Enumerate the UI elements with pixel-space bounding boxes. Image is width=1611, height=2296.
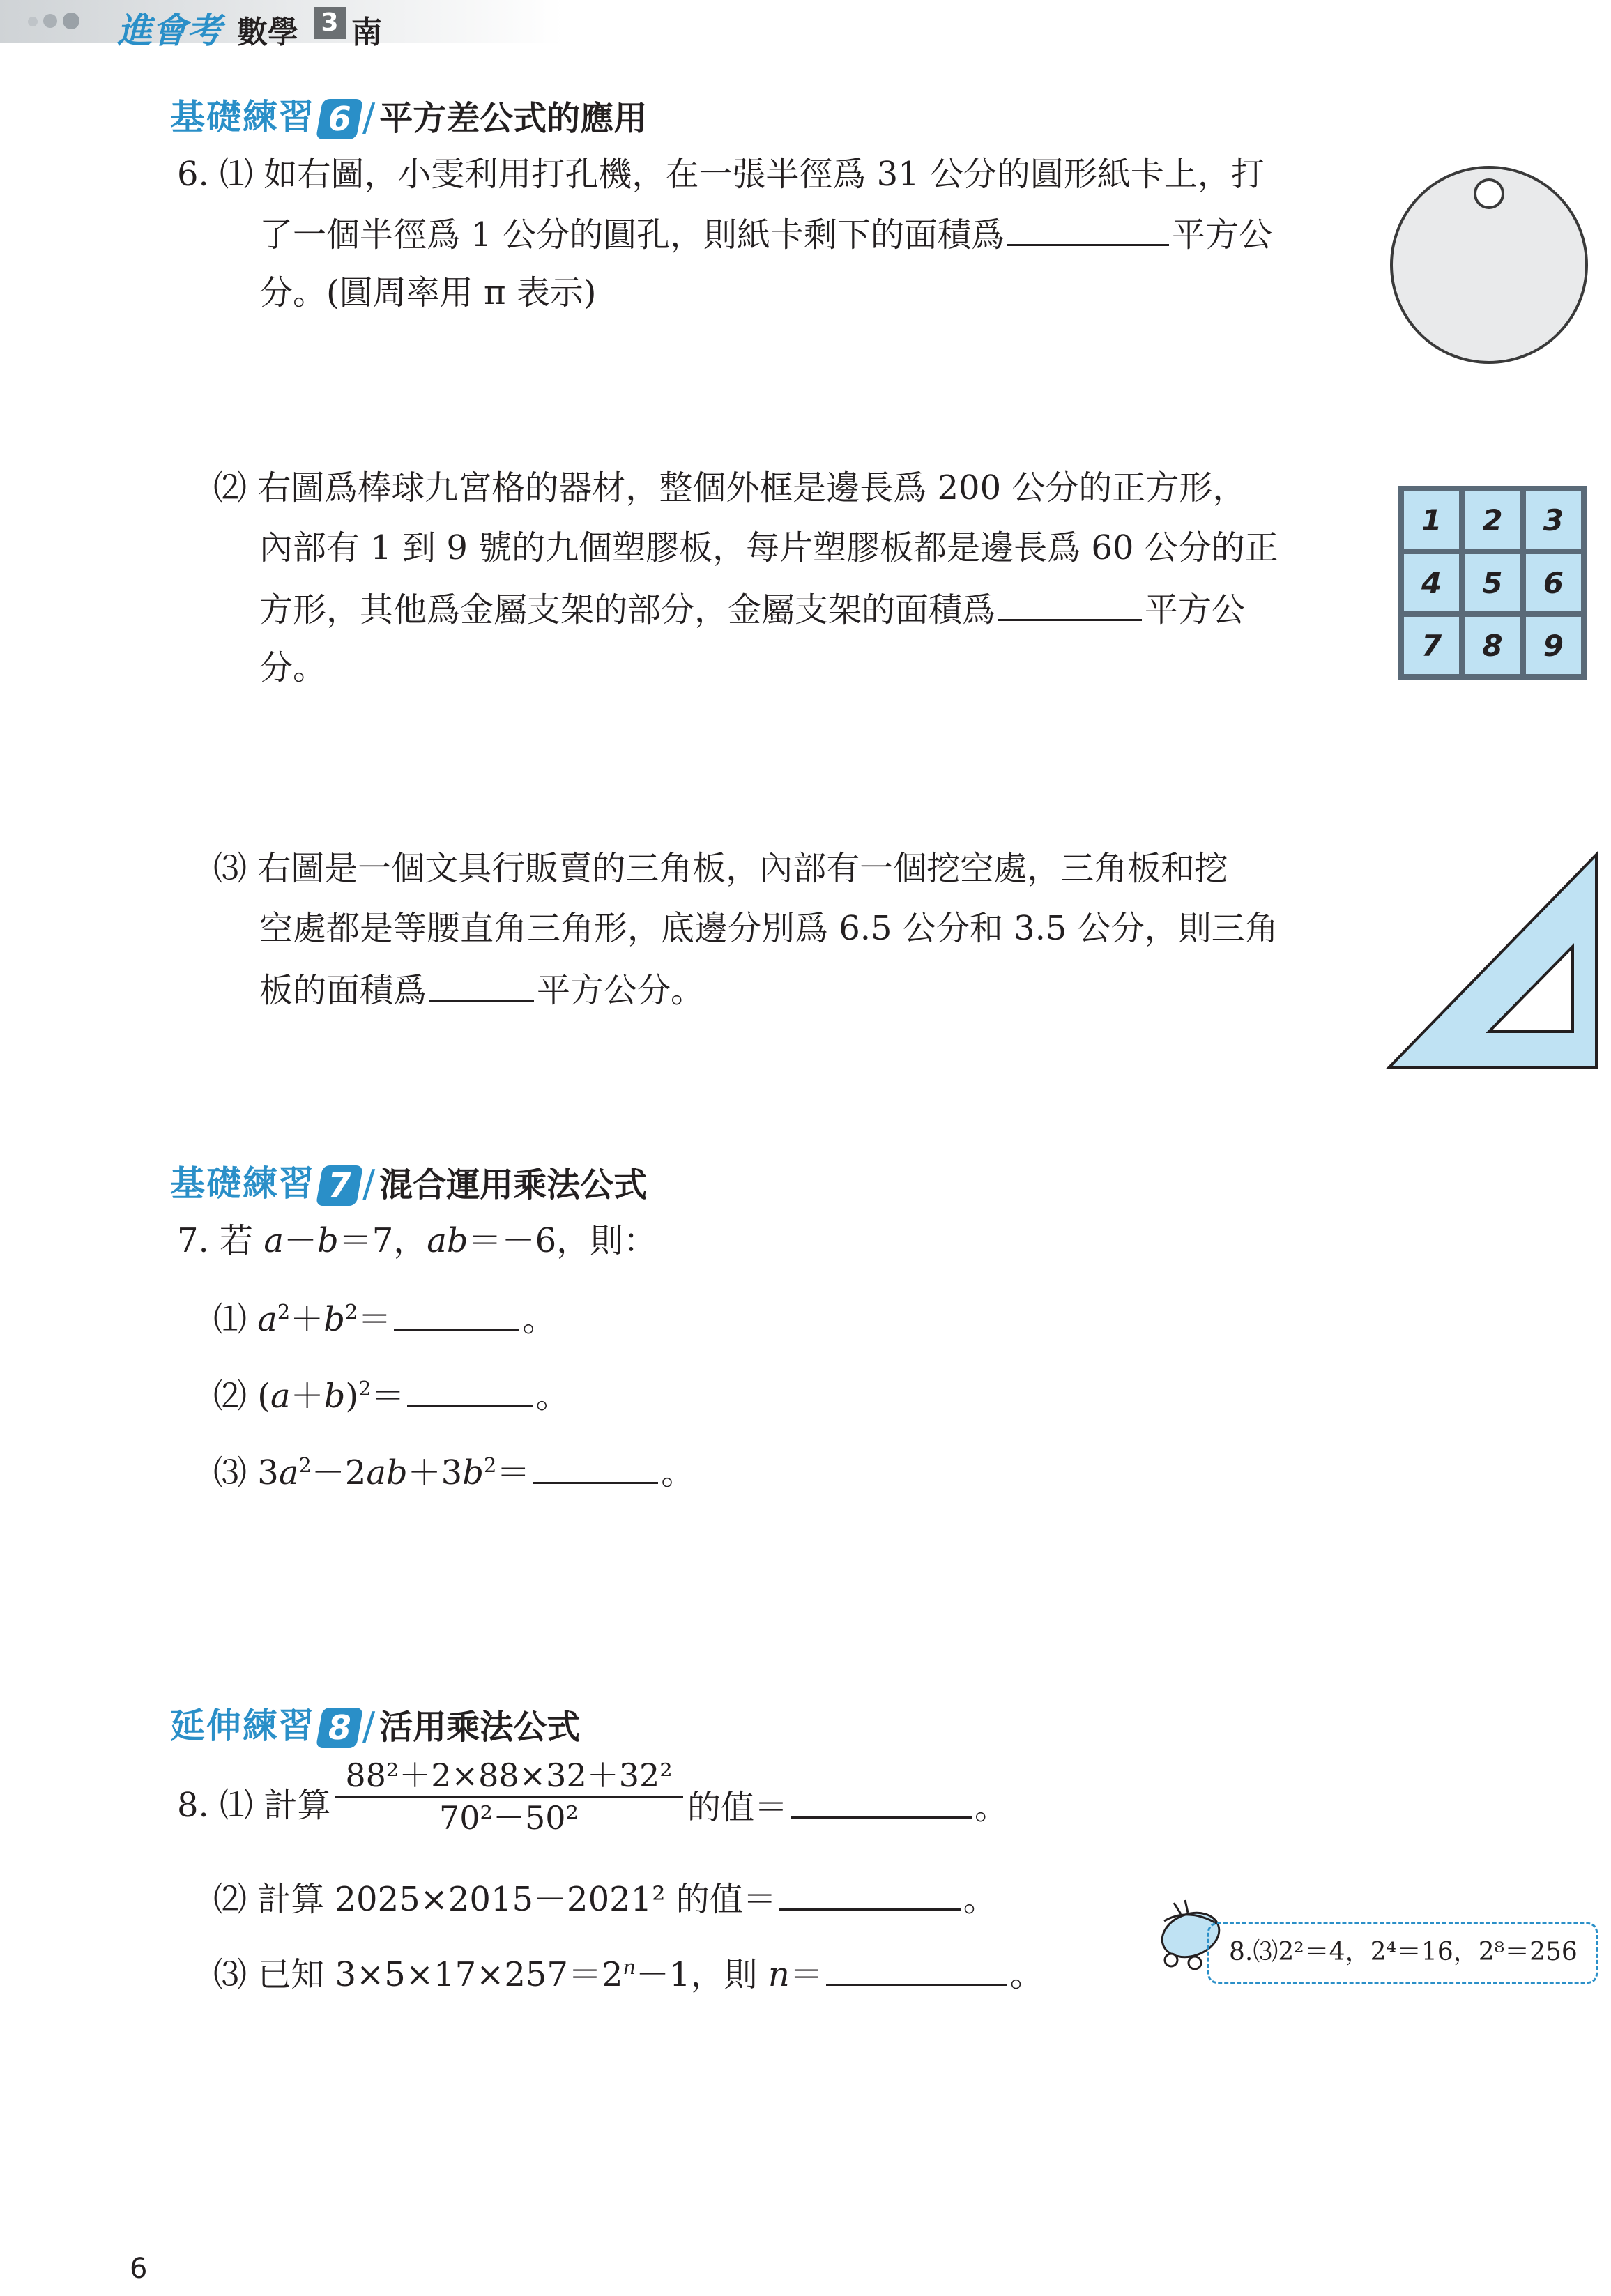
section-slash: / [362, 95, 376, 139]
hint-text: 8.⑶2²＝4，2⁴＝16，2⁸＝256 [1229, 1938, 1578, 1966]
grid-cell: 3 [1526, 491, 1581, 549]
q6-part2-line3-unit: 平方公 [1145, 590, 1246, 629]
section-number: 7 [316, 1165, 363, 1206]
q7-stem [177, 1221, 657, 1260]
equals-seven: ＝7， [338, 1221, 427, 1260]
q6-part1-line2-text: 了一個半徑爲 1 公分的圓孔，則紙卡剩下的面積爲 [259, 215, 1005, 254]
var-ab: ab [427, 1221, 468, 1260]
answer-blank[interactable] [429, 972, 534, 1002]
fraction-numerator: 88²＋2×88×32＋32² [345, 1757, 673, 1794]
section-title: 平方差公式的應用 [379, 99, 648, 138]
grid-cell: 5 [1465, 554, 1520, 611]
exponent-n: n [623, 1955, 636, 1979]
page-number: 6 [130, 2253, 148, 2285]
header-edition: 南 [351, 15, 382, 50]
q7-part3: ⑶ $3a^2-2ab+3b^2=$ 。 [213, 1453, 695, 1492]
answer-blank[interactable] [1007, 216, 1169, 246]
punched-hole-circle [1475, 180, 1503, 208]
q8-part2-text: ⑵ 計算 2025×2015－2021² 的值＝ [213, 1880, 777, 1919]
period: 。 [975, 1788, 1009, 1827]
header-subject: 數學 [237, 15, 298, 50]
section-label: 基礎練習 [170, 1163, 315, 1204]
q7-part1: ⑴ $a^2+b^2=$ 。 [213, 1300, 556, 1339]
section-label: 基礎練習 [170, 97, 315, 137]
section-heading-7 [170, 1156, 647, 1206]
baseball-nine-grid-figure [1398, 486, 1587, 680]
q6-part2-line1: ⑵ 右圖爲棒球九宮格的器材，整個外框是邊長爲 200 公分的正方形， [213, 468, 1246, 507]
period: 。 [1009, 1955, 1044, 1994]
minus-sign: － [283, 1221, 317, 1260]
q7-part2: ⑵ $(a+b)^2=$ 。 [213, 1377, 570, 1416]
q8-part3-text-b: －1，則 [636, 1955, 768, 1994]
section-heading-6 [170, 89, 647, 139]
q6-part1-line3: 分。(圓周率用 π 表示) [259, 273, 597, 312]
header-volume-badge [314, 7, 346, 39]
period: 。 [661, 1453, 695, 1492]
period: 。 [963, 1880, 997, 1919]
q7-stem-prefix: 7. 若 [177, 1221, 264, 1260]
q6-part3-line2: 空處都是等腰直角三角形，底邊分別爲 6.5 公分和 3.5 公分，則三角 [259, 909, 1278, 948]
section-slash: / [362, 1162, 376, 1206]
answer-blank[interactable] [533, 1454, 658, 1484]
equals-sign: ＝ [789, 1955, 823, 1994]
q6-part2-line3-text: 方形，其他爲金屬支架的部分，金屬支架的面積爲 [259, 590, 996, 629]
grid-cell: 9 [1526, 617, 1581, 674]
var-a: a [264, 1221, 284, 1260]
q8-part3-text-a: ⑶ 已知 3×5×17×257＝2 [213, 1955, 623, 1994]
period: 。 [535, 1377, 570, 1416]
q8-part2 [213, 1880, 997, 1919]
q6-part1-line2 [259, 216, 1272, 252]
fraction-bar [335, 1796, 683, 1798]
section-slash: / [362, 1704, 376, 1748]
q8-part3 [213, 1955, 1044, 1994]
header-volume: 3 [321, 8, 339, 37]
q7-part1-label: ⑴ [213, 1300, 247, 1339]
header-brand: 進會考 [117, 10, 222, 51]
grid-cell: 8 [1465, 617, 1520, 674]
grid-cell: 4 [1404, 554, 1459, 611]
section-title: 混合運用乘法公式 [379, 1165, 648, 1204]
q8-part1-suffix-text: 的值＝ [687, 1788, 788, 1827]
var-b: b [316, 1221, 339, 1260]
var-n: n [768, 1955, 790, 1994]
q6-part3-line3-unit: 平方公分。 [537, 971, 705, 1010]
header-dots [28, 13, 112, 29]
grid-cell: 7 [1404, 617, 1459, 674]
q6-part3-line1: ⑶ 右圖是一個文具行販賣的三角板，內部有一個挖空處，三角板和挖 [213, 849, 1228, 888]
grid-cell: 6 [1526, 554, 1581, 611]
section-heading-8 [170, 1698, 580, 1748]
q6-part3-line3-text: 板的面積爲 [259, 971, 427, 1010]
answer-blank[interactable] [998, 591, 1142, 621]
q7-part2-label: ⑵ [213, 1377, 247, 1416]
grid-cell: 2 [1465, 491, 1520, 549]
answer-blank[interactable] [394, 1301, 519, 1331]
section-label: 延伸練習 [170, 1706, 315, 1746]
answer-blank[interactable] [791, 1789, 972, 1819]
q8-fraction [335, 1757, 683, 1837]
period: 。 [522, 1300, 556, 1339]
grid-cell: 1 [1404, 491, 1459, 549]
q6-part2-line3 [259, 591, 1245, 627]
section-number: 8 [316, 1708, 363, 1748]
answer-blank[interactable] [826, 1956, 1007, 1986]
q7-part3-label: ⑶ [213, 1453, 247, 1492]
answer-blank[interactable] [779, 1881, 961, 1911]
q8-part1-label: 8. ⑴ 計算 [177, 1786, 331, 1825]
q7-stem-rest: ＝－6，則： [468, 1221, 657, 1260]
q6-part3-line3 [259, 971, 705, 1010]
q8-part1-suffix [687, 1788, 1009, 1827]
q6-part2-line2: 內部有 1 到 9 號的九個塑膠板，每片塑膠板都是邊長爲 60 公分的正 [259, 528, 1278, 567]
q6-part1-line2-unit: 平方公 [1172, 215, 1273, 254]
q6-part1-line1: 6. ⑴ 如右圖，小雯利用打孔機，在一張半徑爲 31 公分的圓形紙卡上，打 [177, 155, 1265, 194]
set-square-figure [1384, 850, 1601, 1073]
circle-card-figure [1384, 160, 1594, 369]
section-number: 6 [316, 99, 363, 139]
section-title: 活用乘法公式 [379, 1708, 581, 1747]
q6-part2-line4: 分。 [259, 648, 327, 687]
hint-box [1207, 1922, 1598, 1984]
fraction-denominator: 70²－50² [439, 1799, 579, 1837]
answer-blank[interactable] [407, 1377, 533, 1407]
